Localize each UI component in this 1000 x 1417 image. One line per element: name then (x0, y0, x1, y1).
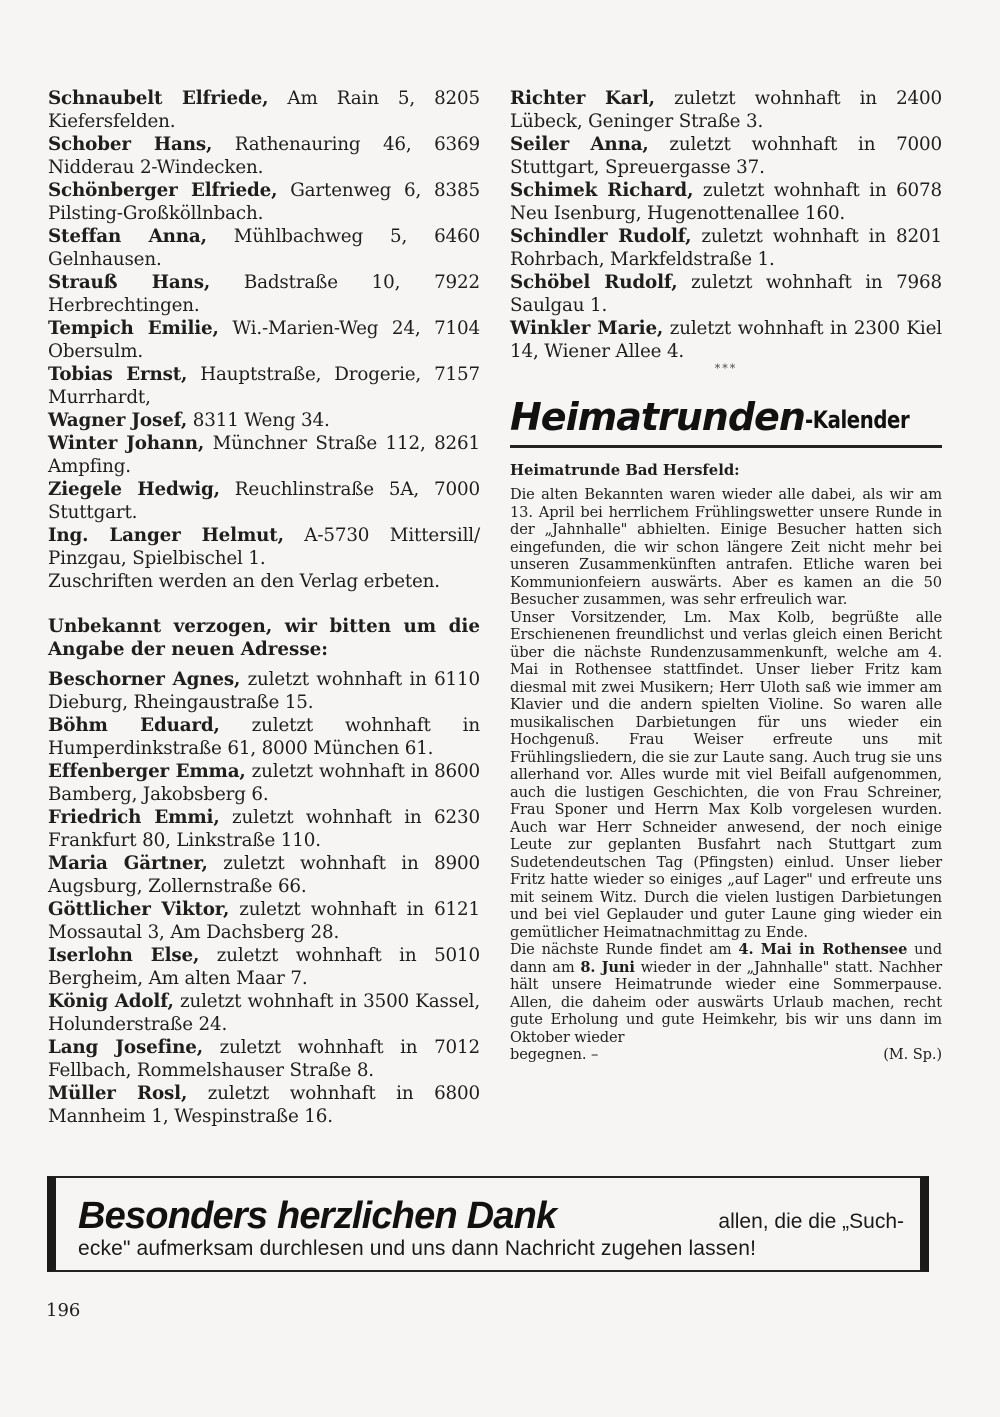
list-item: Böhm Eduard, zuletzt wohnhaft in Humperdinkstraße 61, 8000 München 61. (48, 715, 480, 759)
list-item: Ing. Langer Helmut, A-5730 Mittersill/ Pinzgau, Spielbischel 1. (48, 525, 480, 569)
list-item: König Adolf, zuletzt wohnhaft in 3500 Kassel, Holunderstraße 24. (48, 991, 480, 1035)
report-paragraph: Die nächste Runde findet am 4. Mai in Rothensee und dann am 8. Juni wieder in der „Jahnhalle" statt. Nachher hält unsere Heimatrunde wieder eine Sommerpause. Allen, die daheim oder auswärts Urlaub machen, recht gute Erholung und gute Heimkehr, bis wir uns dann im Oktober wieder (510, 941, 942, 1046)
list-item: Schober Hans, Rathenauring 46, 6369 Nidderau 2-Windecken. (48, 134, 480, 178)
list-item: Schönberger Elfriede, Gartenweg 6, 8385 Pilsting-Großköllnbach. (48, 180, 480, 224)
list-item: Schimek Richard, zuletzt wohnhaft in 6078 Neu Isenburg, Hugenottenallee 160. (510, 180, 942, 224)
unknown-addresses-list (48, 668, 480, 1128)
thanks-line-1 (78, 1196, 904, 1236)
list-item: Tempich Emilie, Wi.-Marien-Weg 24, 7104 Obersulm. (48, 318, 481, 362)
thanks-text-2: ecke" aufmerksam durchlesen und uns dann Nachricht zugehen lassen! (78, 1237, 757, 1260)
list-item: Richter Karl, zuletzt wohnhaft in 2400 Lübeck, Geninger Straße 3. (510, 88, 943, 132)
author-signature: (M. Sp.) (883, 1046, 942, 1063)
thanks-headline: Besonders herzlichen Dank (78, 1195, 557, 1237)
list-item: Beschorner Agnes, zuletzt wohnhaft in 6110 Dieburg, Rheingaustraße 15. (48, 669, 480, 713)
found-addresses-list (48, 87, 480, 570)
publisher-note: Zuschriften werden an den Verlag erbeten. (48, 571, 440, 592)
report-closing (510, 1046, 942, 1064)
list-item: Effenberger Emma, zuletzt wohnhaft in 8600 Bamberg, Jakobsberg 6. (48, 761, 480, 805)
list-item: Friedrich Emmi, zuletzt wohnhaft in 6230 Frankfurt 80, Linkstraße 110. (48, 807, 480, 851)
heimatrunde-heading: Heimatrunde Bad Hersfeld: (510, 462, 740, 479)
section-separator: *** (714, 362, 738, 375)
right-column (510, 87, 942, 1064)
list-item: Tobias Ernst, Hauptstraße, Drogerie, 7157 Murrhardt, (48, 364, 480, 408)
list-item: Schöbel Rudolf, zuletzt wohnhaft in 7968 Saulgau 1. (510, 272, 942, 316)
kalender-title-block: -Kalender (804, 406, 910, 434)
list-item: Lang Josefine, zuletzt wohnhaft in 7012 Fellbach, Rommelshauser Straße 8. (48, 1037, 480, 1081)
unknown-address-heading: Unbekannt verzogen, wir bitten um die Angabe der neuen Adresse: (48, 616, 480, 660)
thanks-text-1: allen, die die „Such- (718, 1210, 904, 1233)
report-paragraph: Unser Vorsitzender, Lm. Max Kolb, begrüßte alle Erschienenen freundlichst und verlas gleich einen Bericht über die nächste Rundenzusammenkunft, welche am 4. Mai in Rothensee stattfindet. Unser lieber Fritz kam diesmal mit zwei Musikern; Herr Uloth saß wie immer am Klavier und die andern spielten Violine. So waren alle musikalischen Darbietungen für uns wieder ein Hochgenuß. Frau Weiser erfreute uns mit Frühlingsliedern, die sie zur Laute sang. Auch trug sie uns allerhand vor. Alles wurde mit viel Beifall aufgenommen, auch die lustigen Geschichten, die von Frau Schreiner, Frau Sponer und Herrn Max Kolb vorgelesen wurden. Auch war Herr Schneider anwesend, der noch einige Leute zur geplanten Busfahrt nach Stuttgart zum Sudetendeutschen Tag (Pfingsten) einlud. Unser lieber Fritz hatte wieder so einiges „auf Lager" und erfreute uns mit seinem Witz. Durch die vielen lustigen Darbietungen und bei viel Geplauder und guter Laune ging wieder ein gemütlicher Heimatnachmittag zu Ende. (510, 608, 942, 941)
report-paragraph: Die alten Bekannten waren wieder alle dabei, als wir am 13. April bei herrlichem Frühlingswetter unsere Runde in der „Jahnhalle" abhielten. Einige Besucher hatten sich eingefunden, die wir schon längere Zeit nicht mehr bei unseren Zusammenkünften antrafen. Etliche waren bei Kommunionfeiern auswärts. Aber es kamen an die 50 Besucher zusammen, was sehr erfreulich war. (510, 486, 942, 608)
list-item: Müller Rosl, zuletzt wohnhaft in 6800 Mannheim 1, Wespinstraße 16. (48, 1083, 480, 1127)
list-item: Winter Johann, Münchner Straße 112, 8261 Ampfing. (48, 433, 480, 477)
list-item: Iserlohn Else, zuletzt wohnhaft in 5010 Bergheim, Am alten Maar 7. (48, 945, 480, 989)
closing-text: begegnen. – (510, 1046, 599, 1063)
list-item: Schnaubelt Elfriede, Am Rain 5, 8205 Kiefersfelden. (48, 88, 480, 132)
unknown-addresses-list-continued (510, 87, 942, 363)
left-column (48, 87, 480, 1128)
title-rule (510, 445, 942, 448)
list-item: Maria Gärtner, zuletzt wohnhaft in 8900 Augsburg, Zollernstraße 66. (48, 853, 481, 897)
page-number: 196 (46, 1300, 81, 1321)
list-item: Schindler Rudolf, zuletzt wohnhaft in 8201 Rohrbach, Markfeldstraße 1. (510, 226, 942, 270)
list-item: Strauß Hans, Badstraße 10, 7922 Herbrechtingen. (48, 272, 480, 316)
kalender-title-script: Heimatrunden (510, 395, 805, 439)
list-item: Seiler Anna, zuletzt wohnhaft in 7000 Stuttgart, Spreuergasse 37. (510, 134, 942, 178)
list-item: Göttlicher Viktor, zuletzt wohnhaft in 6121 Mossautal 3, Am Dachsberg 28. (48, 899, 480, 943)
list-item: Ziegele Hedwig, Reuchlinstraße 5A, 7000 Stuttgart. (48, 479, 480, 523)
heimatrunde-report (510, 486, 942, 1064)
list-item: Winkler Marie, zuletzt wohnhaft in 2300 Kiel 14, Wiener Allee 4. (510, 318, 942, 362)
kalender-title (510, 389, 942, 439)
list-item: Steffan Anna, Mühlbachweg 5, 6460 Gelnhausen. (48, 226, 480, 270)
thanks-box (47, 1176, 929, 1272)
list-item: Wagner Josef, 8311 Weng 34. (48, 410, 330, 431)
